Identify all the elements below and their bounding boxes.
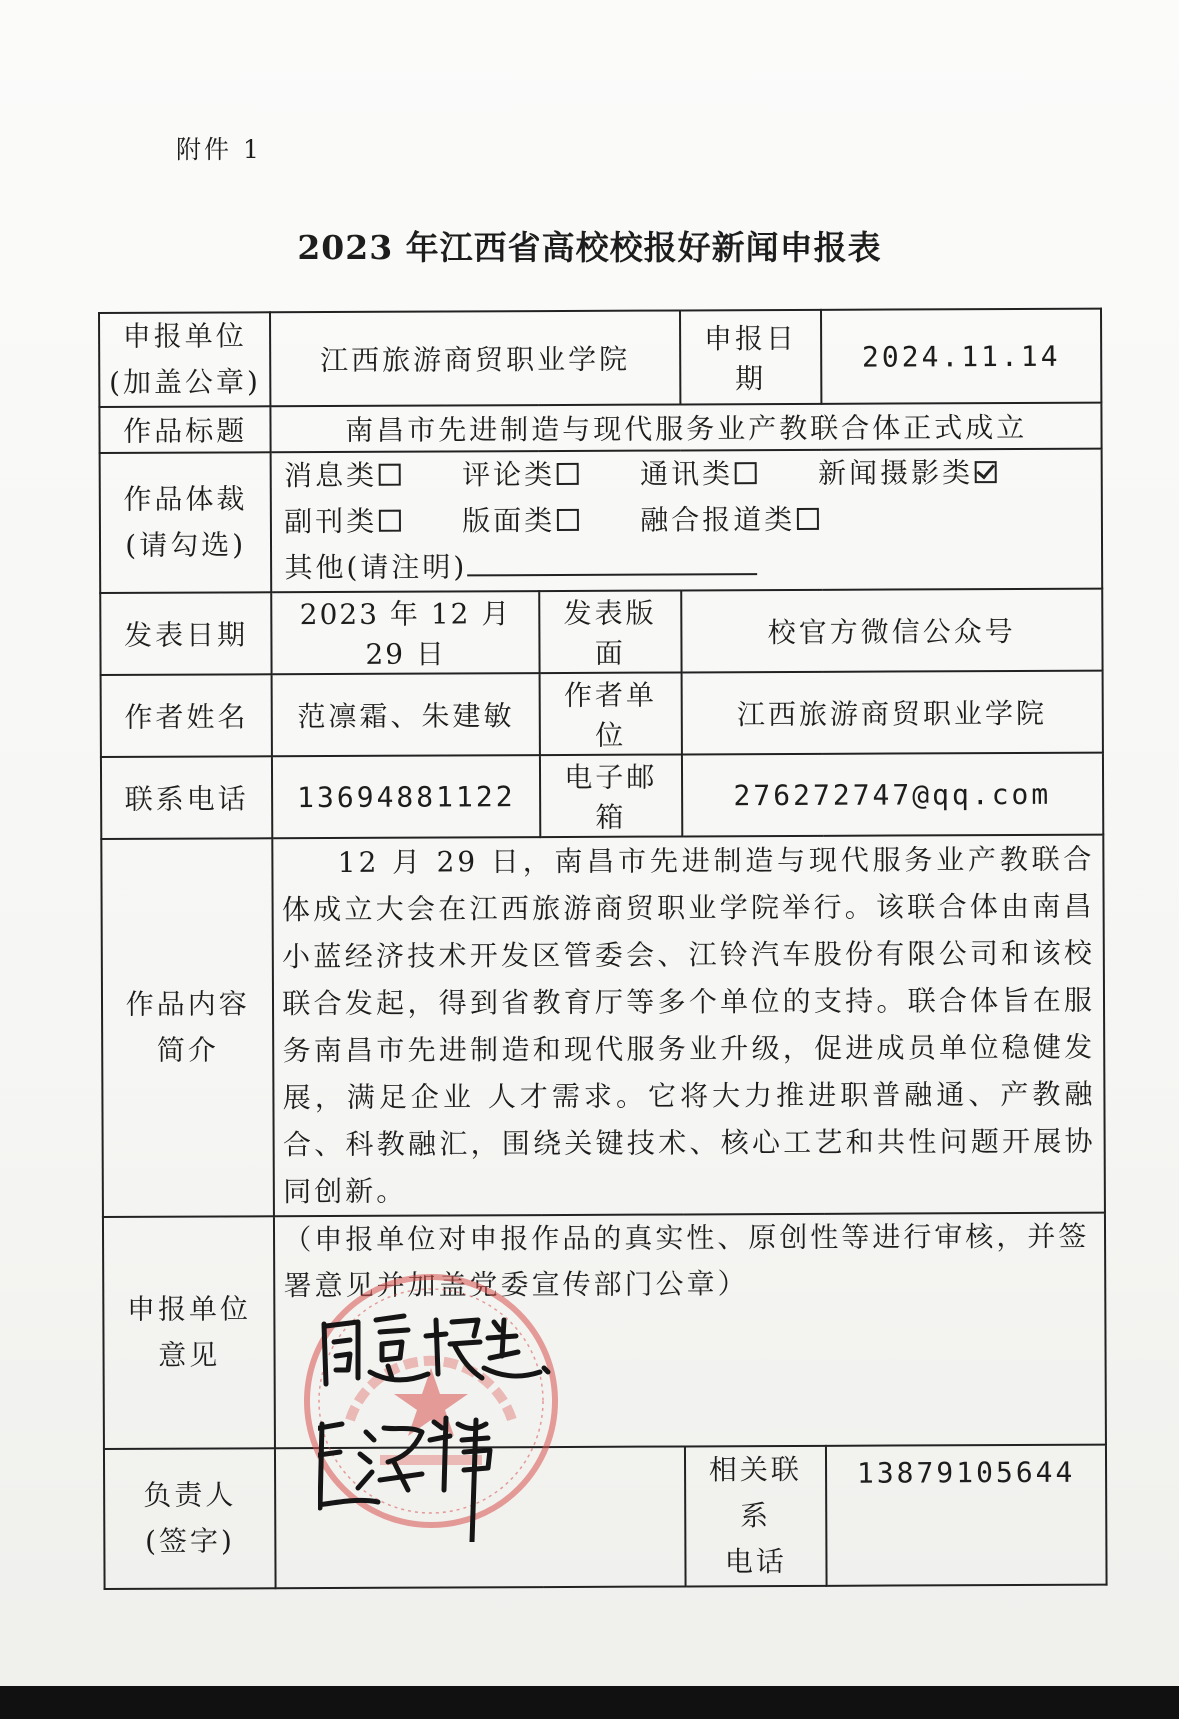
responsible-label-note: (签字) xyxy=(145,1524,236,1558)
applicant-label-cell xyxy=(99,312,271,407)
responsible-signature-cell xyxy=(275,1446,685,1588)
author-unit-value: 江西旅游商贸职业学院 xyxy=(681,671,1103,755)
opinion-label-cell xyxy=(103,1216,275,1449)
genre-options-cell xyxy=(271,449,1102,593)
author-name-label: 作者姓名 xyxy=(101,674,273,757)
summary-label-cell xyxy=(101,838,274,1217)
opinion-label-2: 意见 xyxy=(158,1338,221,1372)
work-title-label: 作品标题 xyxy=(99,406,271,453)
publish-page-label: 发表版面 xyxy=(539,590,681,673)
responsible-label: 负责人 xyxy=(143,1478,237,1512)
summary-label-2: 简介 xyxy=(156,1033,219,1067)
apply-date-label: 申报日期 xyxy=(680,310,822,405)
genre-option-convergence-label: 融合报道类 xyxy=(640,502,796,537)
email-label: 电子邮箱 xyxy=(540,754,682,837)
opinion-instruction: （申报单位对申报作品的真实性、原创性等进行审核，并签署意见并加盖党委宣传部门公章） xyxy=(283,1219,1090,1303)
genre-row xyxy=(100,449,1103,593)
email-value: 276272747@qq.com xyxy=(681,753,1103,837)
checkbox-supplement[interactable] xyxy=(379,510,401,532)
summary-row xyxy=(101,835,1105,1217)
opinion-cell xyxy=(274,1213,1106,1449)
form-title: 2023 年江西省高校校报好新闻申报表 xyxy=(297,228,882,267)
publish-date-label: 发表日期 xyxy=(100,592,272,675)
genre-option-news-label: 消息类 xyxy=(283,458,378,493)
publish-page-value: 校官方微信公众号 xyxy=(681,589,1103,673)
related-phone-label-cell xyxy=(684,1446,826,1587)
opinion-label: 申报单位 xyxy=(126,1292,252,1326)
work-title-value: 南昌市先进制造与现代服务业产教联合体正式成立 xyxy=(271,403,1102,453)
genre-option-supplement[interactable] xyxy=(284,498,462,545)
checkbox-layout[interactable] xyxy=(557,509,579,531)
genre-option-news[interactable] xyxy=(284,452,462,499)
genre-label: 作品体裁 xyxy=(123,482,248,516)
bottom-edge-bar xyxy=(0,1686,1179,1719)
applicant-label-stamp-note: (加盖公章) xyxy=(108,365,261,399)
genre-option-photo[interactable] xyxy=(818,450,997,497)
genre-option-commentary[interactable] xyxy=(462,452,640,499)
genre-label-cell xyxy=(100,452,272,593)
phone-value: 13694881122 xyxy=(272,755,540,838)
phone-label: 联系电话 xyxy=(101,756,273,839)
applicant-label: 申报单位 xyxy=(122,319,247,353)
author-unit-label: 作者单位 xyxy=(540,672,682,755)
genre-option-commentary-label: 评论类 xyxy=(461,458,556,492)
responsible-label-cell xyxy=(104,1448,276,1589)
genre-option-convergence[interactable] xyxy=(640,497,819,544)
genre-option-feature-label: 通讯类 xyxy=(639,457,734,491)
publish-row xyxy=(100,589,1102,675)
checkbox-feature[interactable] xyxy=(735,462,757,484)
genre-label-note: (请勾选) xyxy=(125,528,247,562)
related-phone-label: 相关联系 xyxy=(708,1452,802,1533)
checkbox-photo-checked[interactable] xyxy=(975,461,997,483)
summary-label: 作品内容 xyxy=(125,987,250,1021)
annex-label: 附件 1 xyxy=(176,135,262,164)
applicant-value: 江西旅游商贸职业学院 xyxy=(270,310,680,406)
checkbox-commentary[interactable] xyxy=(557,463,579,485)
genre-option-layout-label: 版面类 xyxy=(462,504,556,538)
summary-text-cell xyxy=(273,835,1105,1217)
summary-text: 12 月 29 日，南昌市先进制造与现代服务业产教联合体成立大会在江西旅游商贸职业学院举行。该联合体由南昌小蓝经济技术开发区管委会、江铃汽车股份有限公司和该校联合发起，得到省教育厅等多个单位的支持。联合体旨在服务南昌市先进制造和现代服务业升级，促进成员单位稳健发展，满足企业 人才需求。它将大力推进职普融通、产教融合、科教融汇，围绕关键技术、核心工艺和共性问题开展协同创新。 xyxy=(281,842,1096,1209)
application-form-table xyxy=(98,308,1108,1590)
apply-date-value: 2024.11.14 xyxy=(821,309,1101,404)
work-title-row xyxy=(99,403,1101,453)
genre-other-label: 其他(请注明) xyxy=(284,550,468,585)
checkbox-convergence[interactable] xyxy=(797,508,819,530)
publish-date-value: 2023 年 12 月 29 日 xyxy=(272,591,540,674)
applicant-row xyxy=(99,309,1101,407)
author-row xyxy=(101,671,1103,757)
related-phone-value: 13879105644 xyxy=(826,1445,1106,1586)
responsible-row xyxy=(104,1445,1107,1589)
genre-other-input-line[interactable] xyxy=(467,543,757,576)
opinion-row xyxy=(103,1213,1106,1449)
genre-option-feature[interactable] xyxy=(640,451,818,498)
genre-option-layout[interactable] xyxy=(462,498,640,545)
checkbox-news[interactable] xyxy=(379,464,401,486)
contact-row xyxy=(101,753,1103,839)
genre-option-supplement-label: 副刊类 xyxy=(284,504,378,539)
related-phone-label-2: 电话 xyxy=(724,1545,787,1579)
author-name-value: 范凛霜、朱建敏 xyxy=(272,673,540,756)
genre-option-photo-label: 新闻摄影类 xyxy=(817,456,974,490)
